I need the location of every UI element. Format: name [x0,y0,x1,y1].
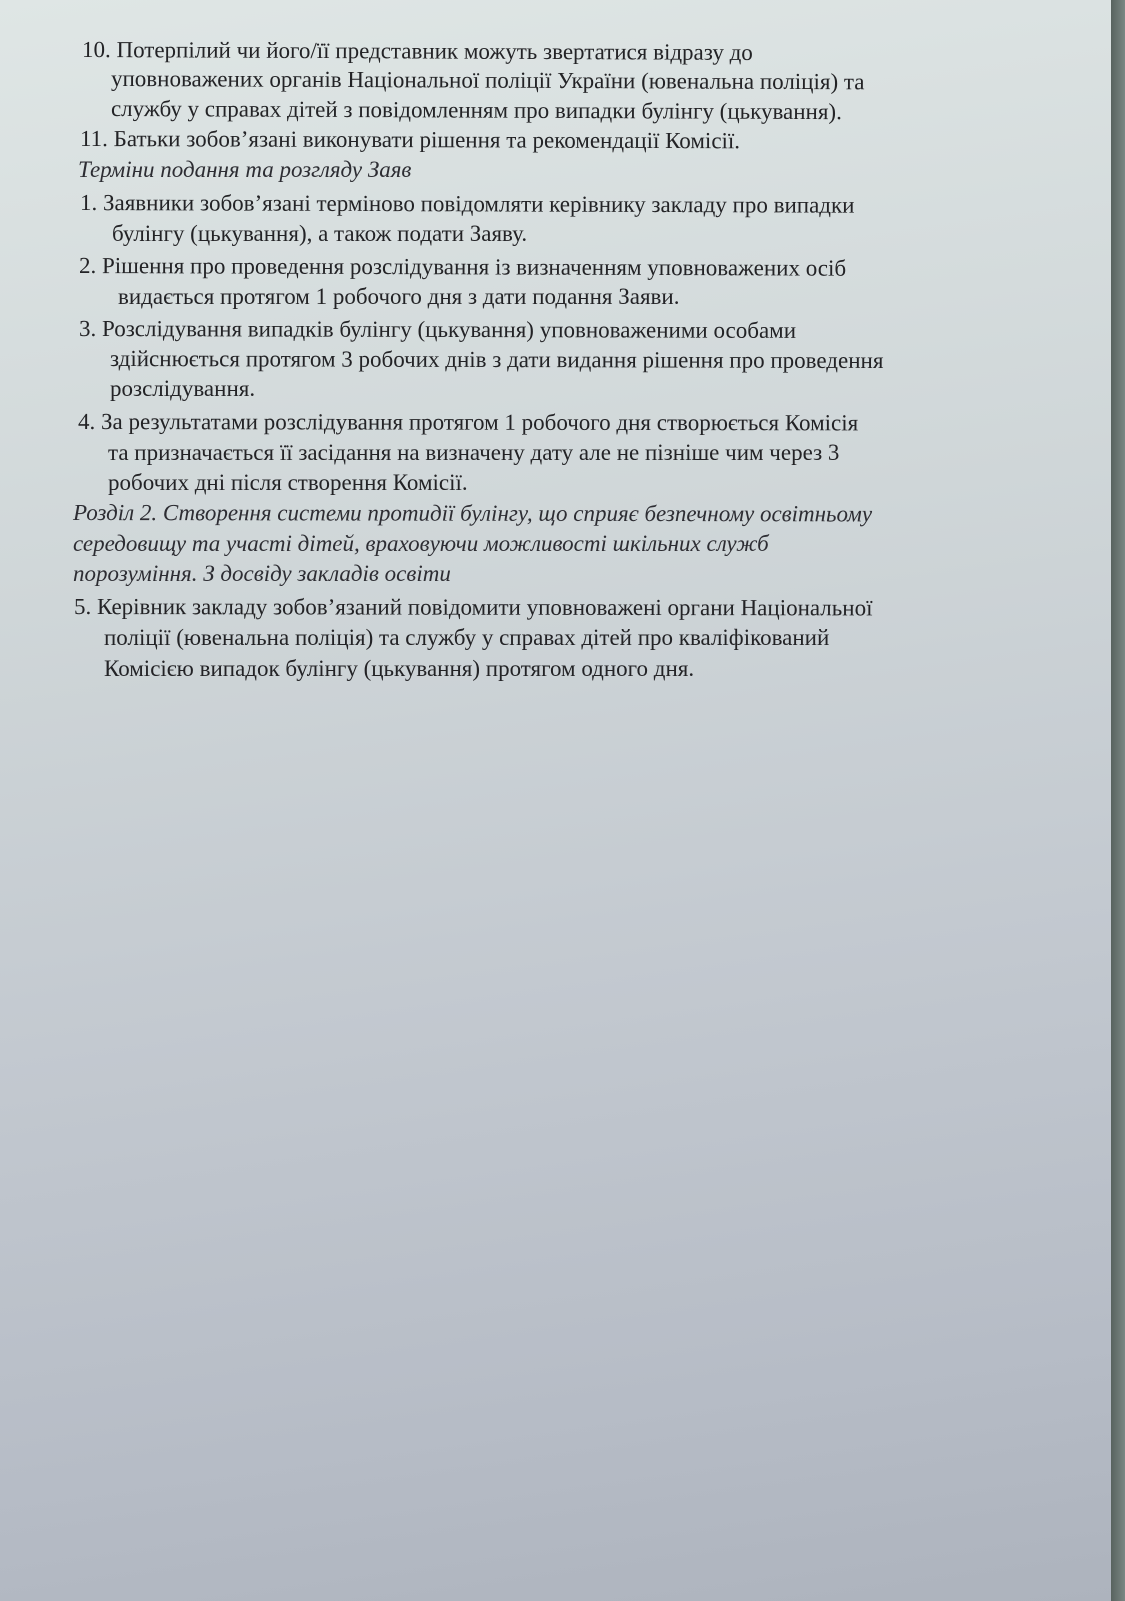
paragraph-10-line-2: уповноважених органів Національної поліції України (ювенальна поліція) та [110,66,865,95]
list-item-4-line-2: та призначається її засідання на визначену дату але не пізніше чим через 3 [108,440,840,465]
paragraph-11-line-1: 11. Батьки зобов’язані виконувати рішення та рекомендації Комісії. [79,126,741,154]
list-item-4-line-1: 4. За результатами розслідування протягом 1 робочого дня створюється Комісія [77,409,859,436]
list-item-2-line-2: видається протягом 1 робочого дня з дати подання Заяви. [118,284,680,309]
list-item-3-line-1: 3. Розслідування випадків булінгу (цькування) уповноваженими особами [78,316,797,343]
list-item-5-line-2: поліції (ювенальна поліція) та службу у справах дітей про кваліфікований [104,625,830,650]
list-item-5-line-3: Комісією випадок булінгу (цькування) протягом одного дня. [104,656,695,681]
list-item-1-line-2: булінгу (цькування), а також подати Заяву. [112,221,528,246]
list-item-2-line-1: 2. Рішення про проведення розслідування із визначенням уповноважених осіб [78,253,847,281]
section-heading-part-2-line-1: Розділ 2. Створення системи протидії булінгу, що сприяє безпечному освітньому [72,500,873,527]
section-heading-part-2-line-2: середовищу та участі дітей, враховуючи можливості шкільних служб [73,531,769,556]
list-item-5-line-1: 5. Керівник закладу зобов’язаний повідомити уповноважені органи Національної [73,594,873,621]
page-edge-shadow [1111,0,1125,1601]
list-item-3-line-3: розслідування. [110,376,256,401]
section-heading-terms: Терміни подання та розгляду Заяв [78,157,412,182]
section-heading-part-2-line-3: порозуміння. З досвіду закладів освіти [73,561,451,586]
list-item-4-line-3: робочих дні після створення Комісії. [108,470,468,495]
list-item-3-line-2: здійснюється протягом 3 робочих днів з дати видання рішення про проведення [109,346,884,374]
paragraph-10-line-3: службу у справах дітей з повідомленням про випадки булінгу (цькування). [110,96,842,125]
paragraph-10-line-1: 10. Потерпілий чи його/її представник можуть звертатися відразу до [81,37,753,65]
list-item-1-line-1: 1. Заявники зобов’язані терміново повідомляти керівнику закладу про випадки [79,190,855,218]
